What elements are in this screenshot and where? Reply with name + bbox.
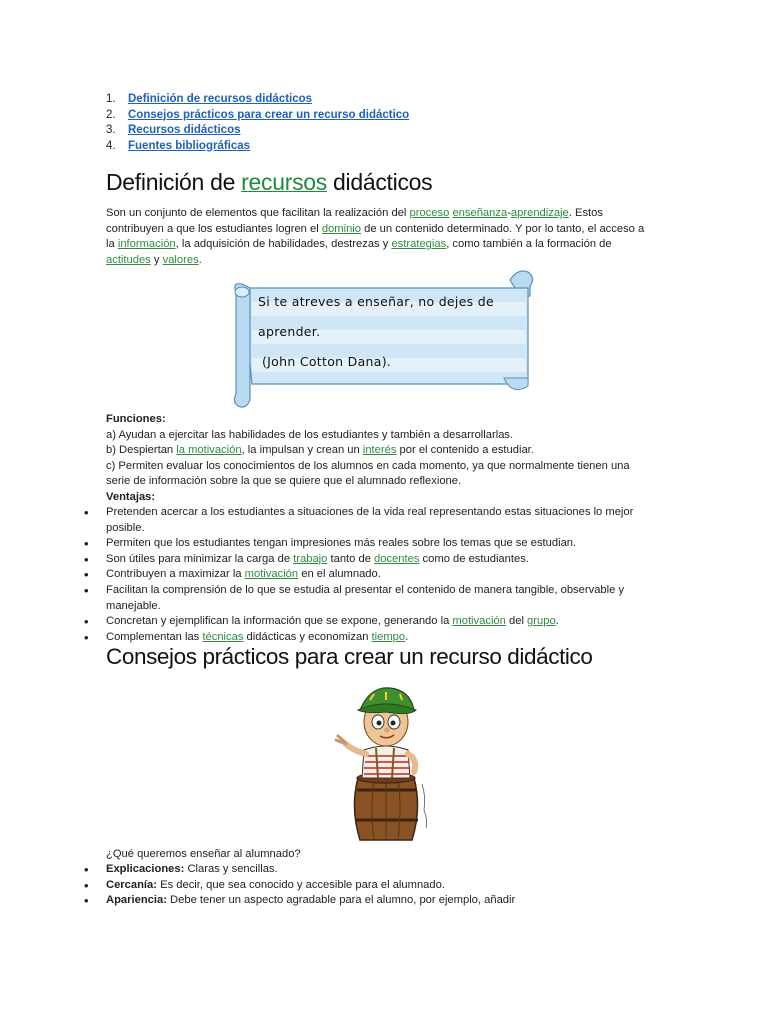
- section-title-consejos: Consejos prácticos para crear un recurso didáctico: [106, 644, 593, 669]
- toc-link-definicion[interactable]: Definición de recursos didácticos: [128, 93, 313, 105]
- text: . Estos contribuyen a que los estudiantes logren el: [106, 207, 603, 235]
- ventajas-list: [84, 505, 644, 645]
- text: por el contenido a estudiar.: [396, 444, 534, 457]
- toc-link-fuentes[interactable]: Fuentes bibliográficas: [128, 139, 251, 152]
- link-aprendizaje[interactable]: aprendizaje: [510, 207, 569, 219]
- link-estrategias[interactable]: estrategias: [391, 238, 447, 251]
- funciones-heading: Funciones:: [106, 413, 166, 425]
- toc-item: [106, 108, 409, 124]
- link-motivacion[interactable]: motivación: [452, 615, 506, 628]
- quote-line-2: aprender.: [258, 324, 321, 339]
- link-valores[interactable]: valores: [162, 253, 199, 266]
- character-cap: [358, 688, 416, 714]
- link-interes[interactable]: interés: [362, 444, 397, 457]
- toc-number: 2.: [106, 108, 116, 121]
- quote-scroll-image: [228, 266, 540, 412]
- link-proceso[interactable]: proceso: [409, 207, 450, 219]
- toc-link-consejos[interactable]: Consejos prácticos para crear un recurso didáctico: [128, 108, 410, 121]
- funcion-c: c) Permiten evaluar los conocimientos de los alumnos en cada momento, ya que normalmente tienen una serie de información sobre la que se quiere que el alumnado reflexione.: [106, 459, 630, 488]
- funcion-b: [106, 443, 651, 459]
- text: tanto de: [327, 552, 375, 565]
- list-item: [84, 552, 644, 568]
- funcion-a: a) Ayudan a ejercitar las habilidades de los estudiantes y también a desarrollarlas.: [106, 428, 514, 441]
- cartoon-character-illustration: [330, 680, 440, 846]
- list-item: [84, 893, 644, 909]
- pointing-hand: [336, 736, 346, 744]
- text: Complementan las: [106, 630, 203, 643]
- toc-item: [106, 123, 409, 139]
- link-tecnicas[interactable]: técnicas: [202, 630, 244, 643]
- text: didácticas y economizan: [243, 630, 372, 643]
- quote-line-1: Si te atreves a enseñar, no dejes de: [258, 294, 494, 309]
- text: .: [198, 253, 202, 266]
- title-text: Definición de: [106, 169, 242, 195]
- item-label: Explicaciones:: [106, 863, 185, 875]
- barrel-shape: [354, 773, 418, 840]
- toc-number: 1.: [106, 93, 116, 105]
- ventajas-heading: Ventajas:: [106, 490, 156, 503]
- intro-paragraph: [106, 206, 651, 268]
- list-item: [84, 630, 644, 646]
- link-trabajo[interactable]: trabajo: [293, 552, 328, 565]
- character-arm: [346, 744, 366, 754]
- text: , como también a la formación de: [446, 238, 612, 251]
- toc-item: [106, 92, 409, 108]
- link-tiempo[interactable]: tiempo: [371, 630, 406, 643]
- quote-author: (John Cotton Dana).: [262, 354, 392, 369]
- toc-number: 4.: [106, 139, 116, 152]
- scroll-shape: [234, 271, 532, 407]
- item-text: Claras y sencillas.: [184, 863, 278, 875]
- text: .: [405, 630, 409, 643]
- list-item: [84, 862, 644, 878]
- link-grupo[interactable]: grupo: [527, 615, 556, 628]
- link-la-motivacion[interactable]: la motivación: [176, 444, 242, 457]
- list-item: [84, 567, 644, 583]
- text: del: [505, 615, 528, 628]
- list-item: • Facilitan la comprensión de lo que se estudia al presentar el contenido de manera tangible, observable y manejable.: [84, 583, 644, 614]
- item-label: Cercanía:: [106, 878, 157, 891]
- link-ensenanza[interactable]: enseñanza: [452, 207, 508, 219]
- text: , la impulsan y crean un: [241, 444, 363, 457]
- text: como de estudiantes.: [419, 552, 529, 565]
- item-text: Es decir, que sea conocido y accesible para el alumnado.: [157, 878, 445, 891]
- item-label: Apariencia:: [106, 894, 167, 907]
- text: Contribuyen a maximizar la: [106, 568, 245, 581]
- text: en el alumnado.: [298, 568, 381, 581]
- funciones-block: [106, 412, 651, 506]
- list-item: [84, 614, 644, 630]
- consejos-list: [84, 862, 644, 909]
- link-actitudes[interactable]: actitudes: [106, 253, 151, 266]
- link-motivacion[interactable]: motivación: [244, 568, 299, 581]
- toc-link-recursos[interactable]: Recursos didácticos: [128, 124, 241, 136]
- title-text: didácticos: [326, 169, 433, 195]
- link-informacion[interactable]: información: [117, 238, 176, 251]
- title-keyword-link[interactable]: recursos: [241, 169, 327, 195]
- signature-scribble: [422, 784, 427, 828]
- text: y: [150, 253, 163, 266]
- text: Son un conjunto de elementos que facilitan la realización del: [106, 207, 410, 219]
- list-item: • Pretenden acercar a los estudiantes a situaciones de la vida real representando estas situaciones lo mejor posible.: [84, 505, 644, 536]
- question-text: ¿Qué queremos enseñar al alumnado?: [106, 848, 301, 860]
- text: b) Despiertan: [106, 444, 177, 457]
- toc-number: 3.: [106, 124, 116, 136]
- section-title-definicion: [106, 169, 432, 196]
- text: Concretan y ejemplifican la información que se expone, generando la: [106, 615, 453, 628]
- link-dominio[interactable]: dominio: [321, 222, 362, 235]
- text: -: [507, 207, 511, 219]
- text: , la adquisición de habilidades, destrezas y: [175, 238, 392, 251]
- text: .: [555, 615, 559, 628]
- table-of-contents: [106, 92, 409, 154]
- list-item: • Permiten que los estudiantes tengan impresiones más reales sobre los temas que se estudian.: [84, 536, 644, 552]
- link-docentes[interactable]: docentes: [374, 552, 420, 565]
- toc-item: [106, 139, 409, 155]
- text: Son útiles para minimizar la carga de: [106, 552, 294, 565]
- character-body: [362, 746, 415, 778]
- text: de un contenido determinado. Y por lo tanto, el acceso a la: [106, 222, 645, 251]
- list-item: [84, 878, 644, 894]
- item-text: Debe tener un aspecto agradable para el alumno, por ejemplo, añadir: [166, 894, 516, 907]
